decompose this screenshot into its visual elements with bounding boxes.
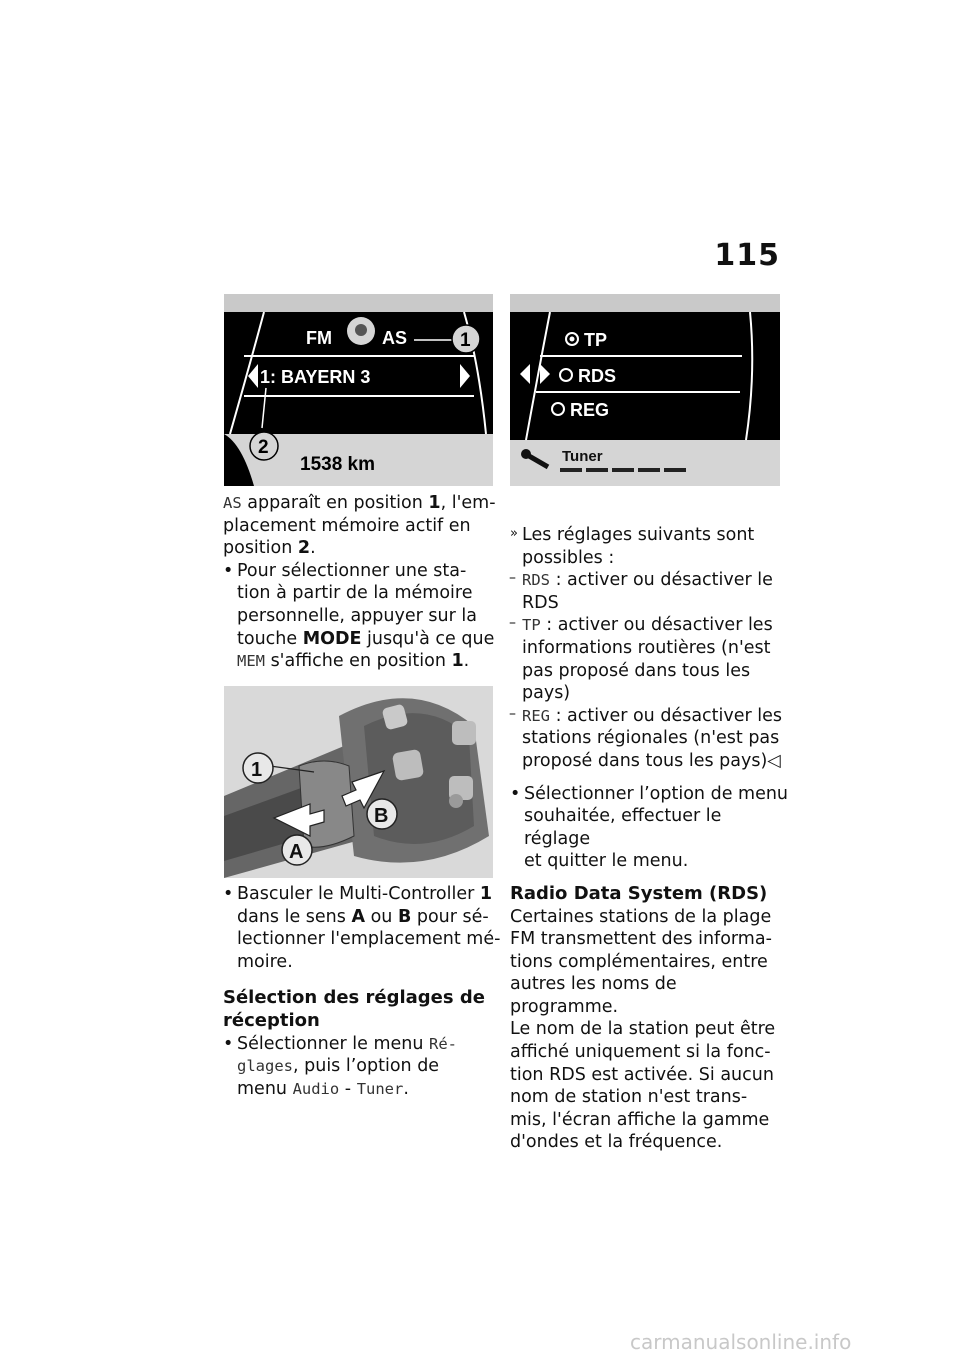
- left-text-upper: [223, 492, 503, 673]
- radio-display-graphic: [224, 294, 493, 486]
- callout-1: 1: [460, 330, 471, 351]
- watermark: carmanualsonline.info: [630, 1330, 852, 1354]
- reg-item: REG: [570, 400, 610, 420]
- heading-rds: Radio Data System (RDS): [510, 882, 768, 904]
- right-text: [510, 524, 790, 1154]
- multi-controller-graphic: [224, 686, 493, 878]
- result-possible-settings: » Les réglages suivants sont possibles :: [510, 524, 790, 569]
- tuner-menu-graphic: [510, 294, 780, 486]
- bullet-select-station: • Pour sélectionner une sta- tion à partir de la mémoire personnelle, appuyer sur la touche MODE jusqu'à ce que MEM s'affiche en position 1.: [223, 560, 503, 673]
- label-b: B: [374, 805, 389, 827]
- mode-label: AS: [382, 328, 408, 348]
- callout-1: 1: [251, 759, 263, 781]
- tuner-label: Tuner: [562, 448, 603, 465]
- dash-reg: – REG : activer ou désactiver les stations régionales (n'est pas proposé dans tous les pays)◁: [510, 705, 790, 773]
- bullet-select-option: • Sélectionner l’option de menu souhaitée, effectuer le réglage et quitter le menu.: [510, 783, 790, 873]
- label-a: A: [289, 841, 304, 863]
- rds-item: RDS: [578, 366, 617, 386]
- heading-reception-settings: Sélection des réglages de réception: [223, 987, 485, 1031]
- left-text-lower: [223, 883, 503, 1100]
- band-label: FM: [306, 328, 332, 348]
- paragraph-rds: Certaines stations de la plage FM transmettent des informa- tions complémentaires, entre autres les noms de programme. Le nom de la station peut être affiché uniquement si la fonc- tion RDS est activée. Si aucun nom de station n'est trans- mis, l'écran affiche la gamme d'ondes et la fréquence.: [510, 906, 776, 1153]
- callout-2: 2: [258, 437, 269, 458]
- bullet-multi-controller: • Basculer le Multi-Controller 1 dans le sens A ou B pour sé- lectionner l'emplacement mé- moire.: [223, 883, 503, 973]
- station-label: 1: BAYERN 3: [260, 367, 371, 387]
- dash-tp: – TP : activer ou désactiver les informations routières (n'est pas proposé dans tous les pays): [510, 614, 790, 704]
- tp-item: TP: [584, 330, 608, 350]
- multi-controller-figure: [224, 686, 493, 878]
- tuner-menu-figure: [510, 294, 780, 486]
- page-number: 115: [714, 238, 780, 273]
- bullet-select-menu: • Sélectionner le menu Ré- glages, puis l’option de menu Audio - Tuner.: [223, 1033, 503, 1101]
- paragraph-as: AS apparaît en position 1, l'em- placement mémoire actif en position 2.: [223, 493, 496, 559]
- dash-rds: – RDS : activer ou désactiver le RDS: [510, 569, 790, 614]
- radio-display-figure: [224, 294, 493, 486]
- odometer-label: 1538 km: [300, 454, 376, 475]
